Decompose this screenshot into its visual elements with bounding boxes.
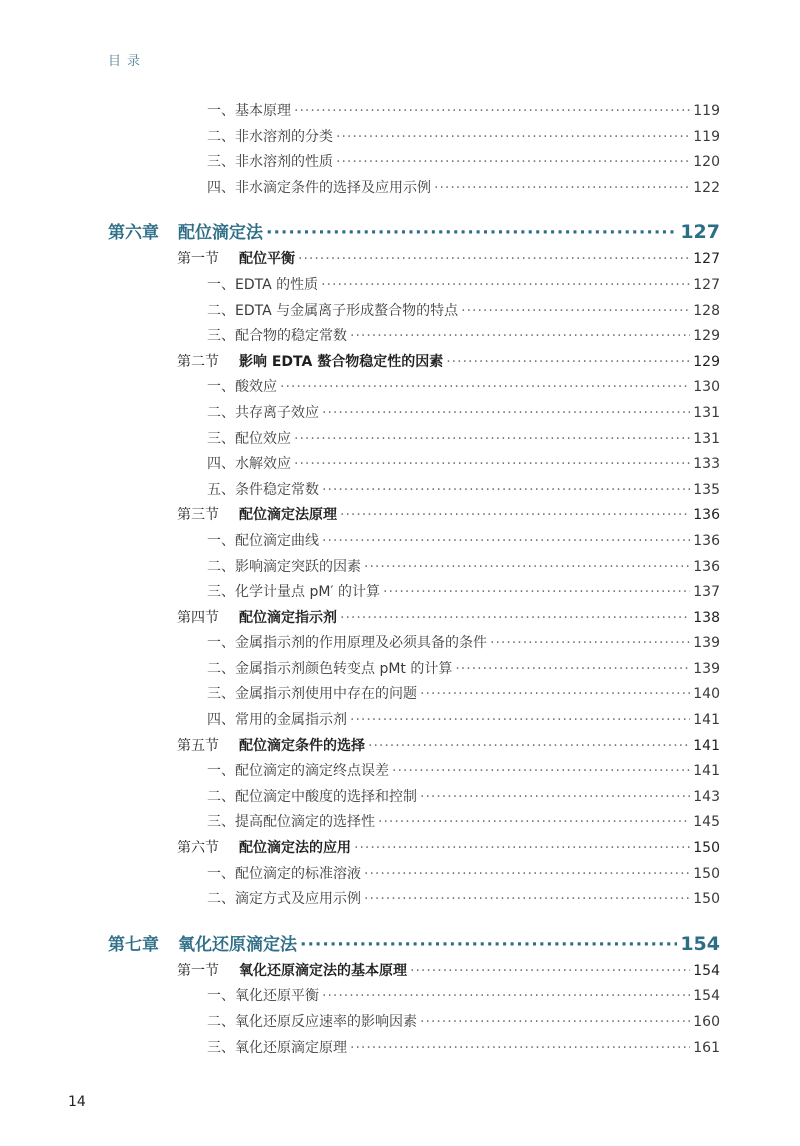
dot-leader (490, 635, 690, 651)
toc-page-number: 154 (680, 932, 720, 955)
section-title: 配位平衡 (239, 251, 295, 268)
toc-page-number: 127 (680, 221, 720, 244)
dot-leader (321, 277, 690, 293)
dot-leader (322, 533, 690, 549)
toc-item (207, 530, 720, 556)
section-title: 影响 EDTA 螯合物稳定性的因素 (239, 353, 444, 370)
toc-page-number: 129 (693, 328, 720, 345)
dot-leader (294, 103, 690, 119)
item-title: 四、非水滴定条件的选择及应用示例 (207, 179, 431, 196)
section-title: 配位滴定条件的选择 (239, 737, 365, 754)
toc-entry-label (207, 151, 333, 171)
toc-page-number: 130 (693, 379, 720, 396)
section-number: 第四节 (177, 609, 219, 626)
item-title: 二、滴定方式及应用示例 (207, 891, 361, 908)
toc-page-number: 141 (693, 712, 720, 729)
item-title: 一、配位滴定的滴定终点误差 (207, 763, 389, 780)
dot-leader (340, 507, 690, 523)
toc-page-number: 138 (693, 609, 720, 626)
toc-item (207, 863, 720, 889)
item-title: 三、化学计量点 pM′ 的计算 (207, 584, 381, 601)
section-number: 第五节 (177, 737, 219, 754)
toc-page-number: 150 (693, 840, 720, 857)
item-title: 一、酸效应 (207, 379, 277, 396)
dot-leader (350, 1040, 690, 1056)
dot-leader (364, 866, 690, 882)
toc-entry-label (177, 960, 407, 980)
dot-leader (298, 251, 690, 267)
toc-entry-label (207, 530, 319, 550)
section-number: 第二节 (177, 353, 219, 370)
toc-page-number: 136 (693, 558, 720, 575)
toc-page-number: 139 (693, 660, 720, 677)
section-title: 配位滴定指示剂 (239, 609, 337, 626)
toc-section (177, 351, 720, 377)
toc-entry-label (207, 581, 380, 601)
toc-entry-label (207, 300, 458, 320)
item-title: 二、氧化还原反应速率的影响因素 (207, 1014, 417, 1030)
dot-leader (410, 963, 690, 979)
item-title: 二、影响滴定突跃的因素 (207, 558, 361, 575)
toc-item (207, 479, 720, 505)
toc-page-number: 127 (693, 251, 720, 268)
toc-page-number: 141 (693, 763, 720, 780)
item-title: 一、基本原理 (207, 103, 291, 119)
dot-leader (383, 584, 690, 600)
section-title: 氧化还原滴定法的基本原理 (239, 962, 407, 979)
item-title: 三、提高配位滴定的选择性 (207, 814, 375, 831)
item-title: 五、条件稳定常数 (207, 481, 319, 498)
toc-entry-label (177, 351, 443, 371)
chapter-title: 氧化还原滴定法 (178, 934, 297, 955)
chapter-number: 第六章 (108, 223, 159, 244)
item-title: 二、EDTA 与金属离子形成螯合物的特点 (207, 302, 459, 319)
section-title: 配位滴定法原理 (239, 507, 337, 524)
toc-page-number: 133 (693, 456, 720, 473)
toc-page-number: 131 (693, 404, 720, 421)
item-title: 一、配位滴定曲线 (207, 532, 319, 549)
dot-leader (354, 840, 690, 856)
section-title: 配位滴定法的应用 (239, 840, 351, 857)
toc-entry-label (207, 479, 319, 499)
toc-page-number: 136 (693, 507, 720, 524)
toc-page-number: 160 (693, 1014, 720, 1030)
toc-page-number: 128 (693, 302, 720, 319)
toc-item (207, 177, 720, 203)
running-header: 目录 (108, 54, 147, 69)
toc-item (207, 428, 720, 454)
toc-section (177, 960, 720, 986)
toc-page-number: 122 (693, 179, 720, 196)
toc-entry-label (108, 218, 263, 243)
toc-entry-label (207, 402, 319, 422)
toc-page-number: 127 (693, 276, 720, 293)
toc-entry-label (207, 376, 277, 396)
toc-page-number: 154 (693, 962, 720, 979)
item-title: 三、非水溶剂的性质 (207, 154, 333, 171)
toc-entry-label (207, 985, 319, 1005)
toc-page-number: 145 (693, 814, 720, 831)
dot-leader (420, 1014, 690, 1030)
dot-leader (378, 814, 690, 830)
toc-entry-label (207, 453, 291, 473)
toc-entry-label (207, 888, 361, 908)
toc-item (207, 786, 720, 812)
dot-leader (364, 891, 690, 907)
toc-item (207, 632, 720, 658)
toc-item (207, 811, 720, 837)
toc-item (207, 985, 720, 1011)
toc-entry-label (207, 811, 375, 831)
item-title: 三、氧化还原滴定原理 (207, 1039, 347, 1056)
toc-chapter (108, 924, 720, 960)
toc-item (207, 274, 720, 300)
toc-page-number: 135 (693, 481, 720, 498)
dot-leader (294, 431, 690, 447)
dot-leader (350, 712, 690, 728)
toc-item (207, 709, 720, 735)
item-title: 二、非水溶剂的分类 (207, 128, 333, 145)
toc-entry-label (207, 274, 318, 294)
item-title: 三、金属指示剂使用中存在的问题 (207, 686, 417, 703)
toc-item (207, 760, 720, 786)
toc-section (177, 248, 720, 274)
section-number: 第一节 (177, 251, 219, 268)
toc-item (207, 888, 720, 914)
dot-leader (350, 328, 690, 344)
toc-page-number: 137 (693, 584, 720, 601)
toc-item (207, 683, 720, 709)
toc-entry-label (207, 863, 361, 883)
toc-item (207, 376, 720, 402)
toc-section (177, 607, 720, 633)
toc-section (177, 504, 720, 530)
toc-entry-label (207, 325, 347, 345)
dot-leader (392, 763, 690, 779)
toc-page-number: 150 (693, 891, 720, 908)
dot-leader (461, 303, 690, 319)
toc-page-number: 154 (693, 988, 720, 1005)
toc-entry-label (207, 786, 417, 806)
toc-entry-label (207, 709, 347, 729)
dot-leader (340, 610, 690, 626)
dot-leader (322, 482, 690, 498)
toc-entry-label (177, 607, 337, 627)
dot-leader (420, 686, 690, 702)
dot-leader (336, 129, 690, 145)
section-number: 第一节 (177, 962, 219, 979)
toc-page-number: 129 (693, 353, 720, 370)
toc-item (207, 556, 720, 582)
toc-entry-label (207, 428, 291, 448)
dot-leader (322, 988, 690, 1004)
toc-entry-label (207, 632, 487, 652)
toc-page-number: 131 (693, 430, 720, 447)
toc-entry-label (207, 177, 431, 197)
dot-leader (336, 154, 690, 170)
toc-page-number: 119 (693, 103, 720, 119)
toc-item (207, 325, 720, 351)
dot-leader (446, 354, 690, 370)
dot-leader (364, 559, 690, 575)
toc-page-number: 161 (693, 1039, 720, 1056)
item-title: 一、金属指示剂的作用原理及必须具备的条件 (207, 635, 487, 652)
dot-leader (455, 661, 690, 677)
toc-entry-label (207, 683, 417, 703)
toc-entry-label (207, 1011, 417, 1031)
toc-item (207, 126, 720, 152)
toc-entry-label (177, 735, 365, 755)
toc-item (207, 1011, 720, 1037)
toc-item (207, 402, 720, 428)
toc-entry-label (177, 837, 351, 857)
toc-page-number: 141 (693, 737, 720, 754)
section-number: 第六节 (177, 840, 219, 857)
dot-leader (434, 180, 690, 196)
toc-page-number: 136 (693, 532, 720, 549)
toc-entry-label (177, 248, 295, 268)
toc-item (207, 151, 720, 177)
toc-item (207, 581, 720, 607)
table-of-contents (0, 100, 800, 1062)
toc-entry-label (207, 1037, 347, 1057)
toc-entry-label (207, 100, 291, 120)
dot-leader (300, 935, 677, 955)
toc-page-number: 120 (693, 154, 720, 171)
toc-item (207, 100, 720, 126)
toc-entry-label (108, 930, 297, 955)
toc-item (207, 453, 720, 479)
item-title: 二、金属指示剂颜色转变点 pMt 的计算 (207, 660, 453, 677)
toc-page-number: 150 (693, 865, 720, 882)
toc-entry-label (207, 556, 361, 576)
item-title: 二、配位滴定中酸度的选择和控制 (207, 788, 417, 805)
toc-entry-label (207, 658, 452, 678)
toc-section (177, 735, 720, 761)
item-title: 一、EDTA 的性质 (207, 276, 319, 293)
section-number: 第三节 (177, 507, 219, 524)
item-title: 三、配位效应 (207, 430, 291, 447)
item-title: 四、常用的金属指示剂 (207, 712, 347, 729)
item-title: 二、共存离子效应 (207, 404, 319, 421)
toc-entry-label (207, 126, 333, 146)
toc-page-number: 119 (693, 128, 720, 145)
toc-item (207, 658, 720, 684)
page-number: 14 (68, 1094, 86, 1110)
dot-leader (368, 738, 690, 754)
item-title: 一、氧化还原平衡 (207, 988, 319, 1005)
toc-page-number: 143 (693, 788, 720, 805)
toc-chapter (108, 212, 720, 248)
chapter-number: 第七章 (108, 934, 159, 955)
dot-leader (280, 379, 690, 395)
toc-entry-label (177, 504, 337, 524)
dot-leader (266, 223, 677, 243)
item-title: 三、配合物的稳定常数 (207, 328, 347, 345)
toc-page-number: 139 (693, 635, 720, 652)
toc-item (207, 1037, 720, 1063)
toc-entry-label (207, 760, 389, 780)
toc-section (177, 837, 720, 863)
item-title: 四、水解效应 (207, 456, 291, 473)
toc-item (207, 300, 720, 326)
chapter-title: 配位滴定法 (178, 223, 263, 244)
item-title: 一、配位滴定的标准溶液 (207, 865, 361, 882)
dot-leader (294, 456, 690, 472)
toc-page-number: 140 (693, 686, 720, 703)
dot-leader (322, 405, 690, 421)
dot-leader (420, 789, 690, 805)
